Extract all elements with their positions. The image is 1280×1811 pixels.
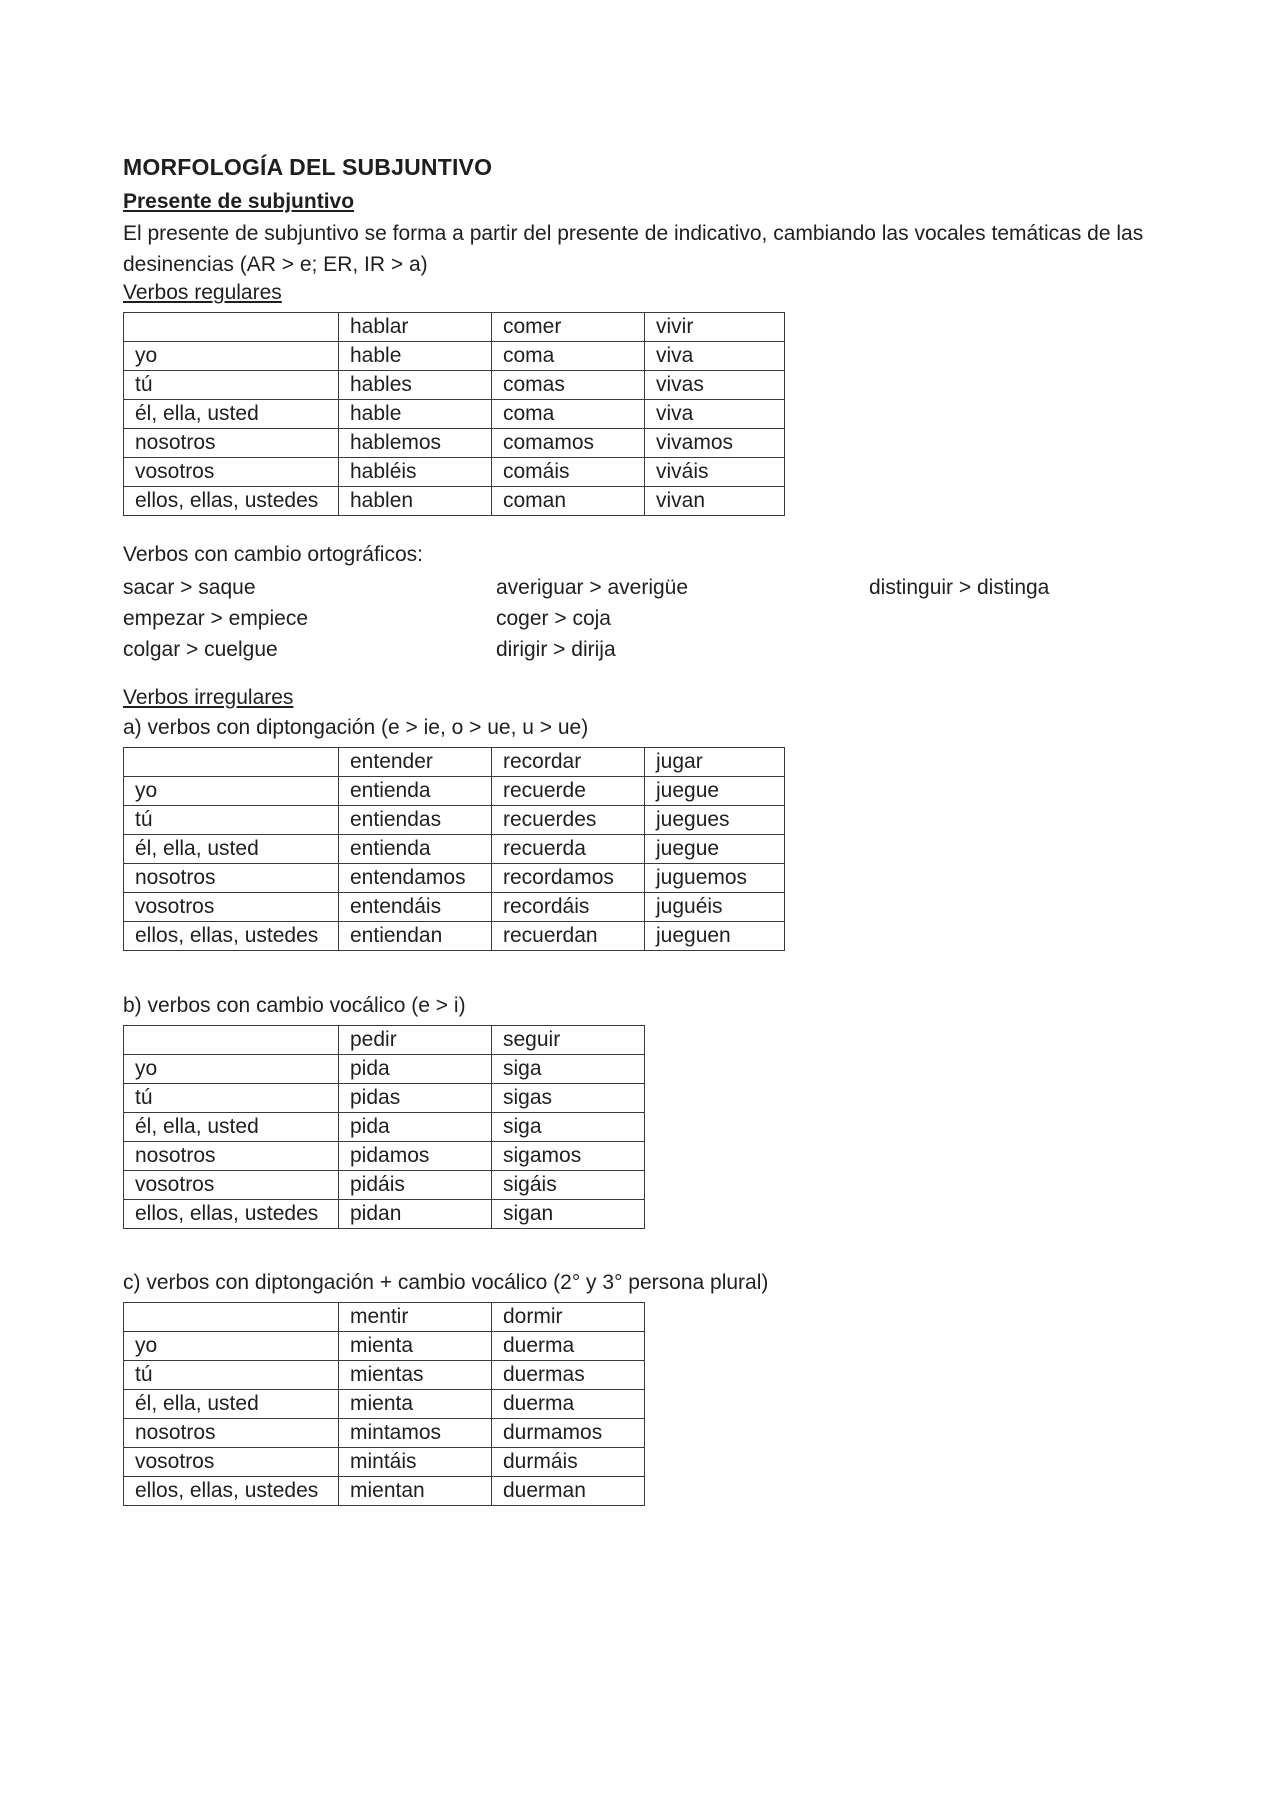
ortografico-item: distinguir > distinga bbox=[869, 576, 1050, 599]
irregulares-b-table bbox=[123, 1025, 645, 1229]
table-cell: sigas bbox=[492, 1084, 645, 1113]
table-cell: pidas bbox=[339, 1084, 492, 1113]
table-cell: vivas bbox=[645, 371, 785, 400]
table-cell: él, ella, usted bbox=[124, 1113, 339, 1142]
table-cell: juguemos bbox=[645, 864, 785, 893]
table-cell: vosotros bbox=[124, 1171, 339, 1200]
table-header-row bbox=[124, 1303, 645, 1332]
table-cell: tú bbox=[124, 1361, 339, 1390]
irregulares-label: Verbos irregulares bbox=[123, 686, 294, 709]
table-row bbox=[124, 1419, 645, 1448]
table-cell: jugar bbox=[645, 748, 785, 777]
table-row bbox=[124, 922, 785, 951]
intro-paragraph: El presente de subjuntivo se forma a partir del presente de indicativo, cambiando las vocales temáticas de las desinencias (AR > e; ER, IR > a) bbox=[123, 222, 1144, 276]
table-cell: comer bbox=[492, 313, 645, 342]
table-cell: ellos, ellas, ustedes bbox=[124, 1200, 339, 1229]
table-row bbox=[124, 1055, 645, 1084]
table-cell: mientas bbox=[339, 1361, 492, 1390]
table-cell: vivamos bbox=[645, 429, 785, 458]
table-cell: ellos, ellas, ustedes bbox=[124, 1477, 339, 1506]
table-row bbox=[124, 1113, 645, 1142]
table-row bbox=[124, 458, 785, 487]
table-cell: recuerde bbox=[492, 777, 645, 806]
table-cell: recordáis bbox=[492, 893, 645, 922]
table-cell: juegue bbox=[645, 777, 785, 806]
table-cell: entendamos bbox=[339, 864, 492, 893]
table-row bbox=[124, 400, 785, 429]
table-row bbox=[124, 1477, 645, 1506]
table-cell bbox=[124, 748, 339, 777]
table-cell: él, ella, usted bbox=[124, 400, 339, 429]
table-row bbox=[124, 429, 785, 458]
table-cell: entiendan bbox=[339, 922, 492, 951]
ortograficos-column-1 bbox=[123, 572, 308, 665]
table-cell: siga bbox=[492, 1113, 645, 1142]
table-cell: duerma bbox=[492, 1332, 645, 1361]
table-cell: mienta bbox=[339, 1332, 492, 1361]
table-cell: recuerdan bbox=[492, 922, 645, 951]
table-cell bbox=[124, 313, 339, 342]
table-cell: siga bbox=[492, 1055, 645, 1084]
ortografico-item: empezar > empiece bbox=[123, 607, 309, 630]
table-cell: nosotros bbox=[124, 1419, 339, 1448]
regulares-label: Verbos regulares bbox=[123, 281, 282, 304]
table-row bbox=[124, 1332, 645, 1361]
ortografico-item: dirigir > dirija bbox=[496, 638, 616, 661]
table-cell: sigáis bbox=[492, 1171, 645, 1200]
ortografico-item: colgar > cuelgue bbox=[123, 638, 278, 661]
table-cell bbox=[124, 1303, 339, 1332]
table-cell: vosotros bbox=[124, 458, 339, 487]
ortografico-item: sacar > saque bbox=[123, 576, 256, 599]
table-cell: coman bbox=[492, 487, 645, 516]
table-row bbox=[124, 835, 785, 864]
table-row bbox=[124, 342, 785, 371]
table-cell: viva bbox=[645, 342, 785, 371]
table-row bbox=[124, 806, 785, 835]
table-cell: tú bbox=[124, 1084, 339, 1113]
table-row bbox=[124, 1142, 645, 1171]
table-row bbox=[124, 371, 785, 400]
table-cell: comamos bbox=[492, 429, 645, 458]
table-cell: recuerdes bbox=[492, 806, 645, 835]
table-cell: recordar bbox=[492, 748, 645, 777]
table-cell: hable bbox=[339, 342, 492, 371]
table-cell: nosotros bbox=[124, 1142, 339, 1171]
table-cell: juegues bbox=[645, 806, 785, 835]
table-cell bbox=[124, 1026, 339, 1055]
irregulares-a-heading: a) verbos con diptongación (e > ie, o > ue, u > ue) bbox=[123, 716, 589, 739]
table-cell: jueguen bbox=[645, 922, 785, 951]
table-header-row bbox=[124, 313, 785, 342]
table-cell: sigamos bbox=[492, 1142, 645, 1171]
table-cell: durmáis bbox=[492, 1448, 645, 1477]
table-cell: vivan bbox=[645, 487, 785, 516]
table-cell: tú bbox=[124, 371, 339, 400]
table-cell: hablemos bbox=[339, 429, 492, 458]
table-cell: pida bbox=[339, 1113, 492, 1142]
table-row bbox=[124, 777, 785, 806]
table-row bbox=[124, 1361, 645, 1390]
table-cell: viváis bbox=[645, 458, 785, 487]
table-row bbox=[124, 487, 785, 516]
table-header-row bbox=[124, 1026, 645, 1055]
irregulares-c-table bbox=[123, 1302, 645, 1506]
table-cell: entiendas bbox=[339, 806, 492, 835]
table-cell: yo bbox=[124, 1332, 339, 1361]
table-cell: hablar bbox=[339, 313, 492, 342]
table-cell: hables bbox=[339, 371, 492, 400]
table-cell: pidamos bbox=[339, 1142, 492, 1171]
section-subtitle: Presente de subjuntivo bbox=[123, 190, 355, 213]
table-cell: pedir bbox=[339, 1026, 492, 1055]
table-cell: seguir bbox=[492, 1026, 645, 1055]
table-cell: yo bbox=[124, 1055, 339, 1084]
table-cell: tú bbox=[124, 806, 339, 835]
table-row bbox=[124, 1171, 645, 1200]
table-cell: vosotros bbox=[124, 1448, 339, 1477]
table-cell: sigan bbox=[492, 1200, 645, 1229]
table-cell: él, ella, usted bbox=[124, 1390, 339, 1419]
table-cell: pida bbox=[339, 1055, 492, 1084]
table-cell: mientan bbox=[339, 1477, 492, 1506]
table-cell: entender bbox=[339, 748, 492, 777]
table-cell: nosotros bbox=[124, 864, 339, 893]
table-cell: comas bbox=[492, 371, 645, 400]
table-cell: él, ella, usted bbox=[124, 835, 339, 864]
table-row bbox=[124, 1390, 645, 1419]
table-cell: mienta bbox=[339, 1390, 492, 1419]
table-cell: mintamos bbox=[339, 1419, 492, 1448]
table-cell: nosotros bbox=[124, 429, 339, 458]
table-cell: habléis bbox=[339, 458, 492, 487]
ortografico-item: coger > coja bbox=[496, 607, 611, 630]
ortografico-item: averiguar > averigüe bbox=[496, 576, 689, 599]
table-row bbox=[124, 864, 785, 893]
irregulares-b-heading: b) verbos con cambio vocálico (e > i) bbox=[123, 994, 466, 1017]
table-row bbox=[124, 893, 785, 922]
table-cell: yo bbox=[124, 777, 339, 806]
table-row bbox=[124, 1084, 645, 1113]
table-cell: hablen bbox=[339, 487, 492, 516]
irregulares-c-heading: c) verbos con diptongación + cambio vocálico (2° y 3° persona plural) bbox=[123, 1271, 769, 1294]
table-cell: coma bbox=[492, 342, 645, 371]
table-header-row bbox=[124, 748, 785, 777]
table-cell: comáis bbox=[492, 458, 645, 487]
table-cell: juguéis bbox=[645, 893, 785, 922]
table-cell: hable bbox=[339, 400, 492, 429]
page-title: MORFOLOGÍA DEL SUBJUNTIVO bbox=[123, 154, 493, 180]
table-cell: entendáis bbox=[339, 893, 492, 922]
table-cell: ellos, ellas, ustedes bbox=[124, 487, 339, 516]
table-cell: mintáis bbox=[339, 1448, 492, 1477]
table-cell: vivir bbox=[645, 313, 785, 342]
table-cell: duermas bbox=[492, 1361, 645, 1390]
irregulares-a-table bbox=[123, 747, 785, 951]
table-cell: pidáis bbox=[339, 1171, 492, 1200]
table-cell: coma bbox=[492, 400, 645, 429]
table-cell: entienda bbox=[339, 777, 492, 806]
table-cell: recordamos bbox=[492, 864, 645, 893]
table-cell: durmamos bbox=[492, 1419, 645, 1448]
ortograficos-column-3 bbox=[869, 572, 1049, 603]
table-cell: dormir bbox=[492, 1303, 645, 1332]
table-cell: recuerda bbox=[492, 835, 645, 864]
table-cell: juegue bbox=[645, 835, 785, 864]
table-cell: duerma bbox=[492, 1390, 645, 1419]
ortograficos-column-2 bbox=[496, 572, 688, 665]
table-cell: ellos, ellas, ustedes bbox=[124, 922, 339, 951]
ortograficos-heading: Verbos con cambio ortográficos: bbox=[123, 543, 423, 566]
table-row bbox=[124, 1200, 645, 1229]
regulares-table bbox=[123, 312, 785, 516]
table-row bbox=[124, 1448, 645, 1477]
table-cell: mentir bbox=[339, 1303, 492, 1332]
table-cell: viva bbox=[645, 400, 785, 429]
table-cell: entienda bbox=[339, 835, 492, 864]
table-cell: duerman bbox=[492, 1477, 645, 1506]
table-cell: vosotros bbox=[124, 893, 339, 922]
table-cell: yo bbox=[124, 342, 339, 371]
table-cell: pidan bbox=[339, 1200, 492, 1229]
